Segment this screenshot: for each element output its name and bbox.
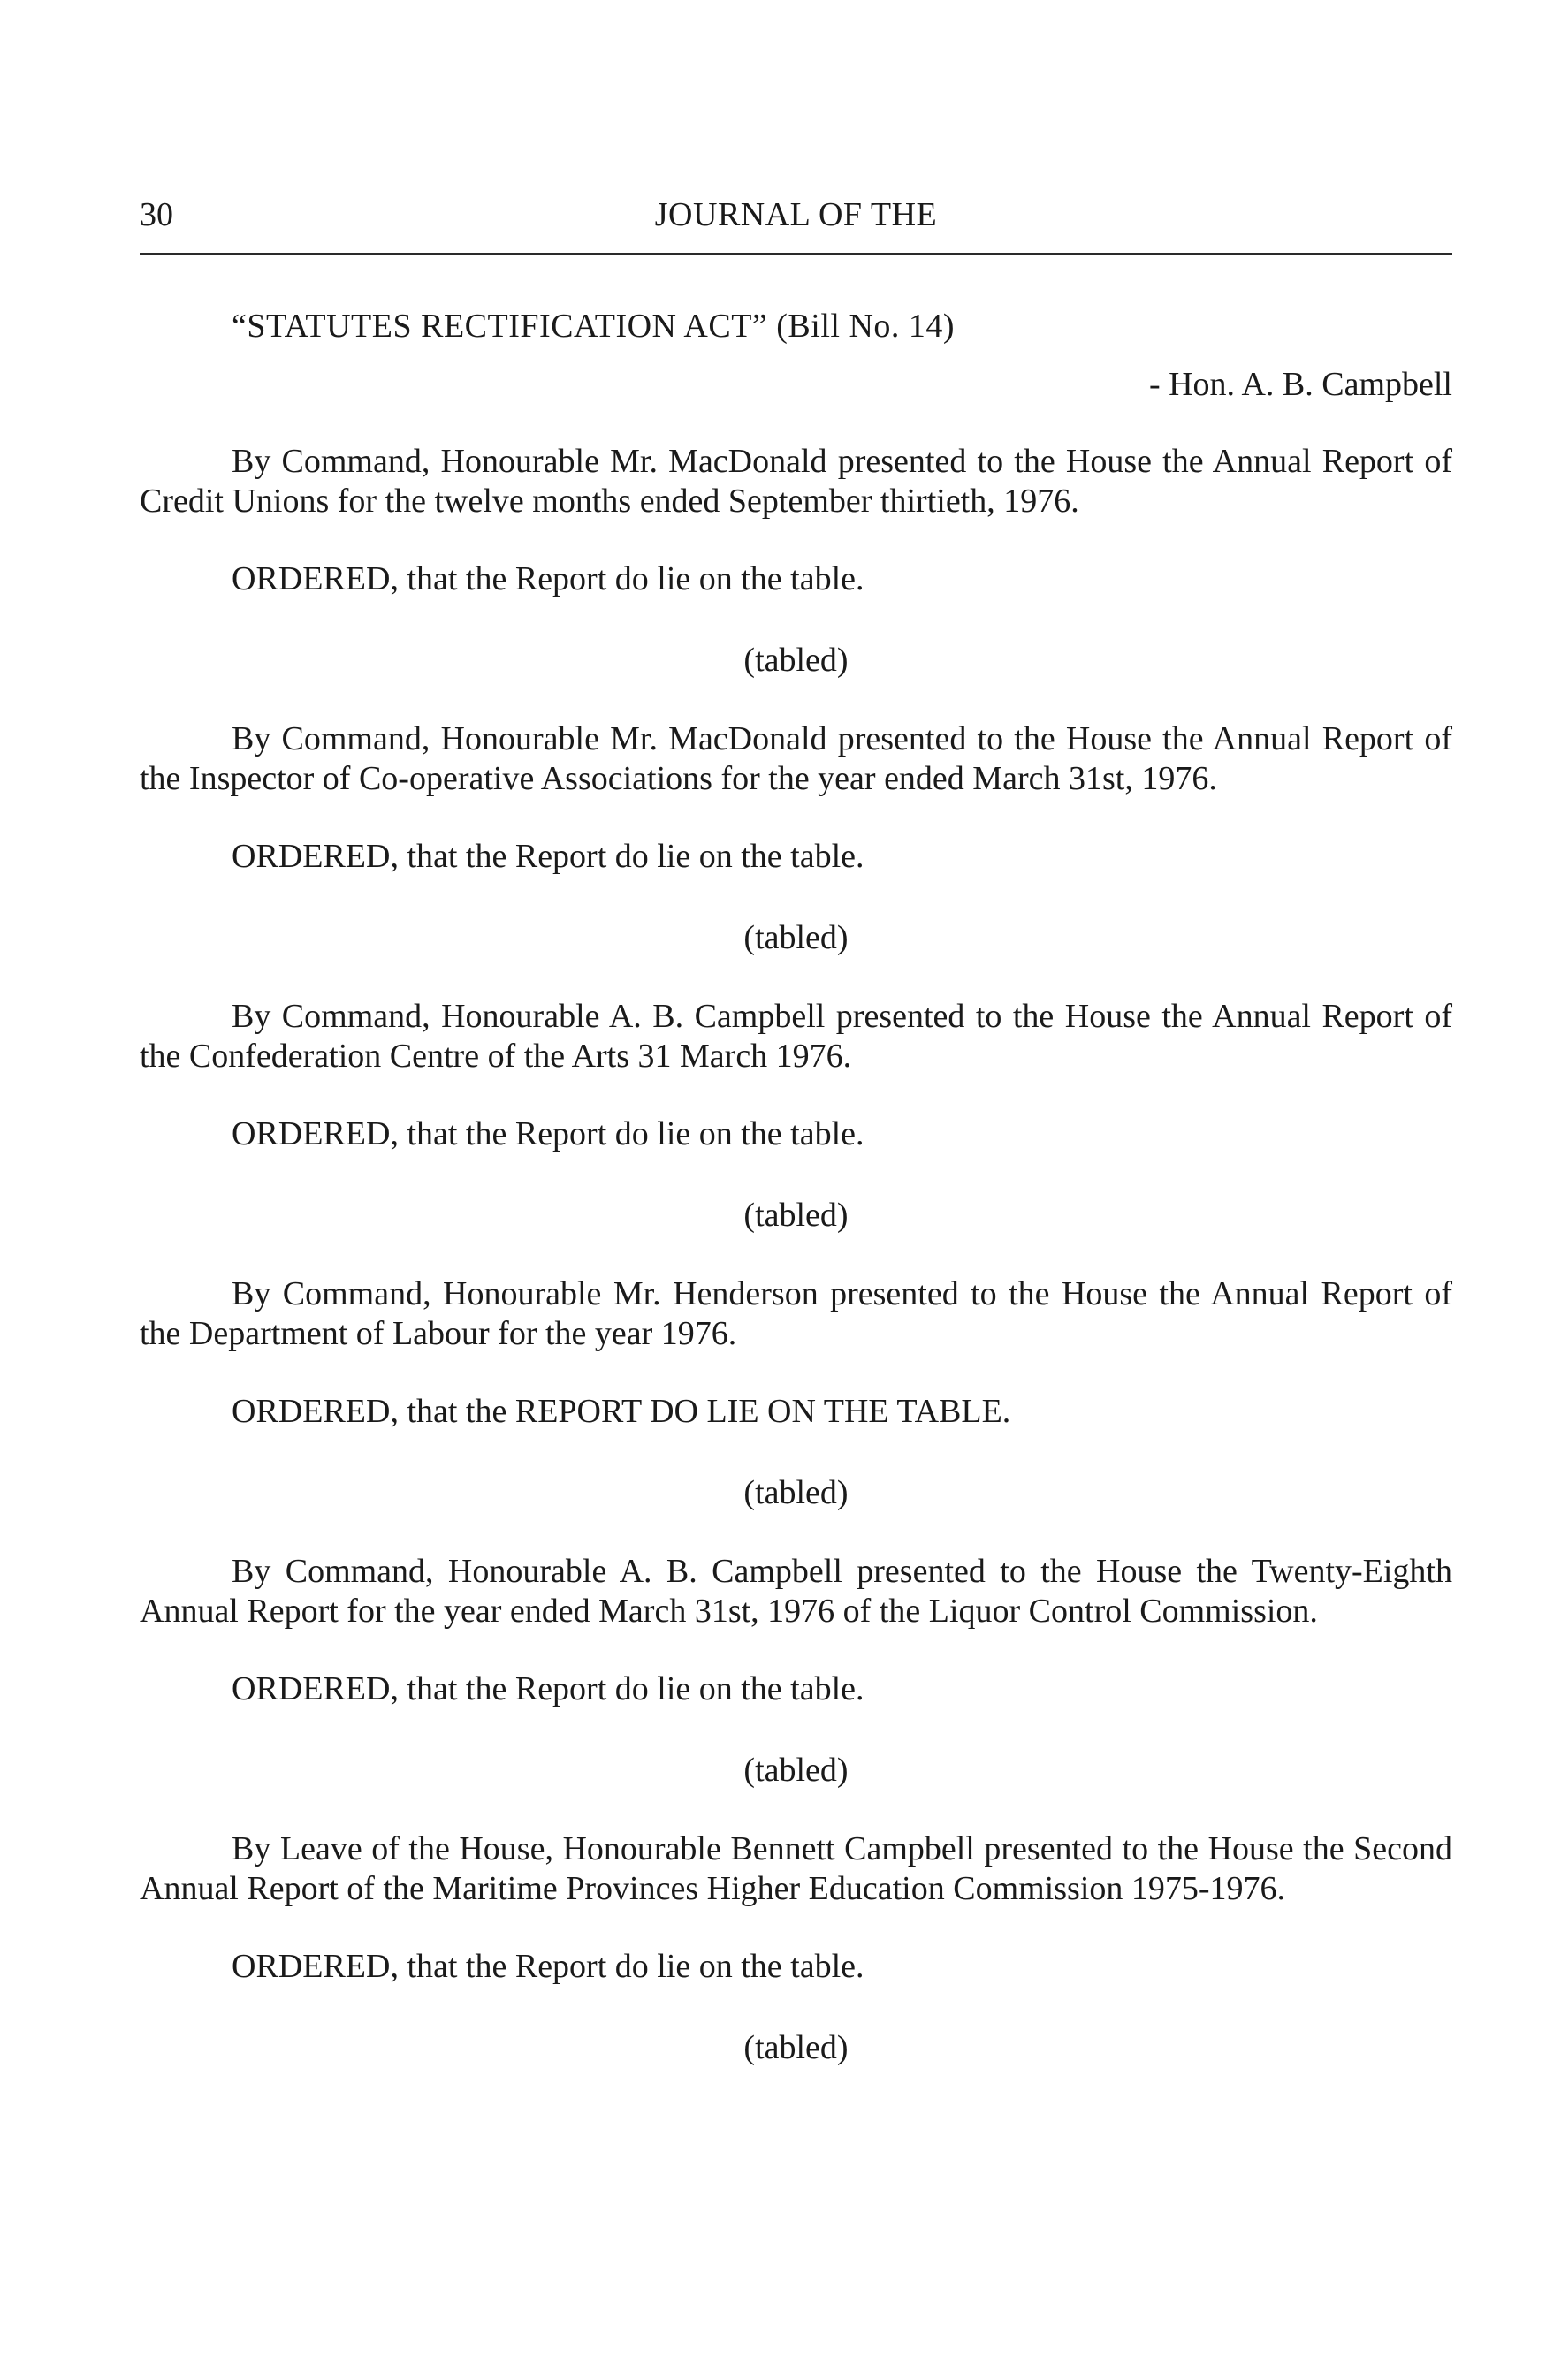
running-head: JOURNAL OF THE — [654, 196, 938, 233]
page-header — [140, 191, 1452, 239]
ordered-statement: ORDERED, that the REPORT DO LIE ON THE TABLE. — [232, 1393, 1011, 1430]
report-paragraph: By Command, Honourable Mr. MacDonald presented to the House the Annual Report of Credit Unions for the twelve months ended September thirtieth, 1976. — [140, 443, 1452, 520]
journal-body — [140, 302, 1452, 2072]
report-paragraph: By Command, Honourable Mr. MacDonald presented to the House the Annual Report of the Inspector of Co-operative Associations for the year ended March 31st, 1976. — [140, 720, 1452, 797]
tabled-note: (tabled) — [743, 1752, 849, 1789]
report-paragraph: By Command, Honourable Mr. Henderson presented to the House the Annual Report of the Department of Labour for the year 1976. — [140, 1275, 1452, 1352]
ordered-statement: ORDERED, that the Report do lie on the table. — [232, 1670, 864, 1707]
report-paragraph: By Leave of the House, Honourable Bennett Campbell presented to the House the Second Annual Report of the Maritime Provinces Higher Education Commission 1975-1976. — [140, 1830, 1452, 1907]
header-rule — [140, 253, 1452, 255]
tabled-note: (tabled) — [743, 642, 849, 679]
tabled-note: (tabled) — [743, 1474, 849, 1511]
report-paragraph: By Command, Honourable A. B. Campbell presented to the House the Annual Report of the Confederation Centre of the Arts 31 March 1976. — [140, 998, 1452, 1075]
bill-title: “STATUTES RECTIFICATION ACT” (Bill No. 14) — [232, 308, 956, 345]
bill-sponsor: - Hon. A. B. Campbell — [1148, 366, 1452, 403]
tabled-note: (tabled) — [743, 2029, 849, 2066]
report-paragraph: By Command, Honourable A. B. Campbell presented to the House the Twenty-Eighth Annual Report for the year ended March 31st, 1976 of the Liquor Control Commission. — [140, 1553, 1452, 1630]
ordered-statement: ORDERED, that the Report do lie on the table. — [232, 560, 864, 597]
page-number: 30 — [140, 196, 173, 233]
tabled-note: (tabled) — [743, 1197, 849, 1234]
ordered-statement: ORDERED, that the Report do lie on the table. — [232, 838, 864, 875]
journal-page — [140, 0, 1452, 2380]
ordered-statement: ORDERED, that the Report do lie on the table. — [232, 1115, 864, 1152]
ordered-statement: ORDERED, that the Report do lie on the table. — [232, 1948, 864, 1985]
tabled-note: (tabled) — [743, 919, 849, 956]
